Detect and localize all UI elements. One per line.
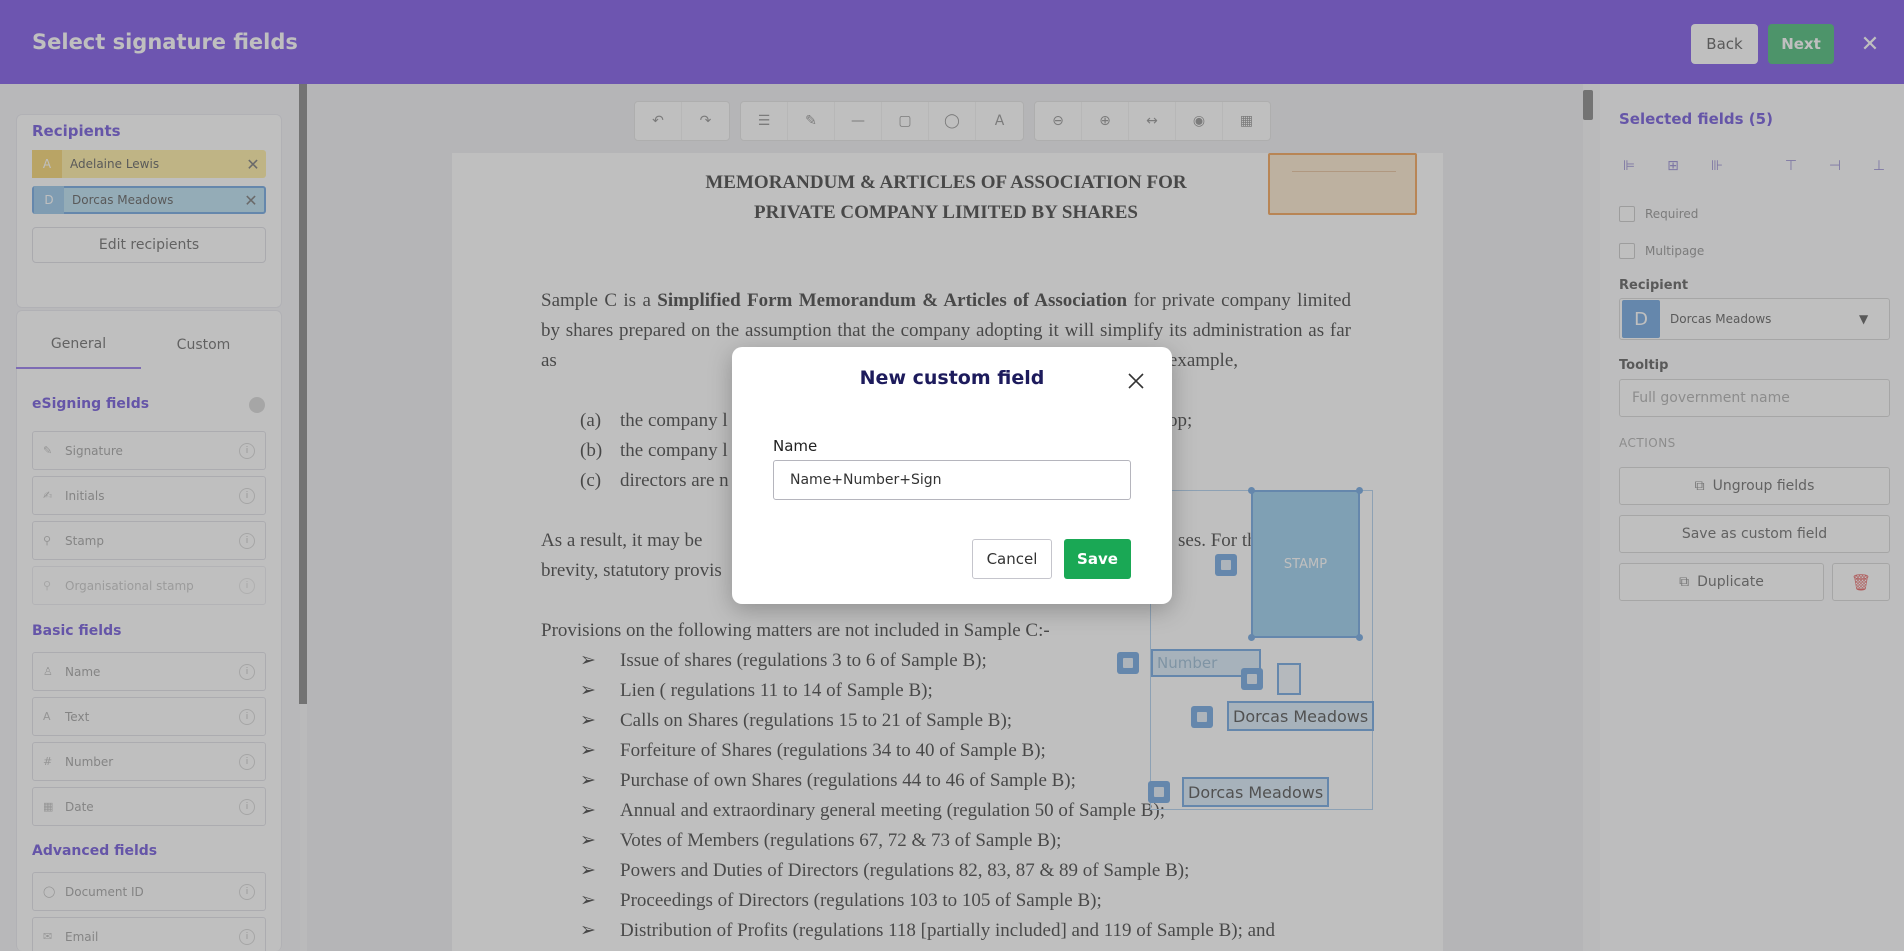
- new-custom-field-dialog: [732, 347, 1172, 604]
- name-label: Name: [773, 437, 818, 455]
- close-icon[interactable]: [1124, 369, 1148, 393]
- save-button[interactable]: Save: [1064, 539, 1131, 579]
- name-input[interactable]: [773, 460, 1131, 500]
- dialog-title: New custom field: [859, 367, 1045, 389]
- cancel-button[interactable]: Cancel: [972, 539, 1052, 579]
